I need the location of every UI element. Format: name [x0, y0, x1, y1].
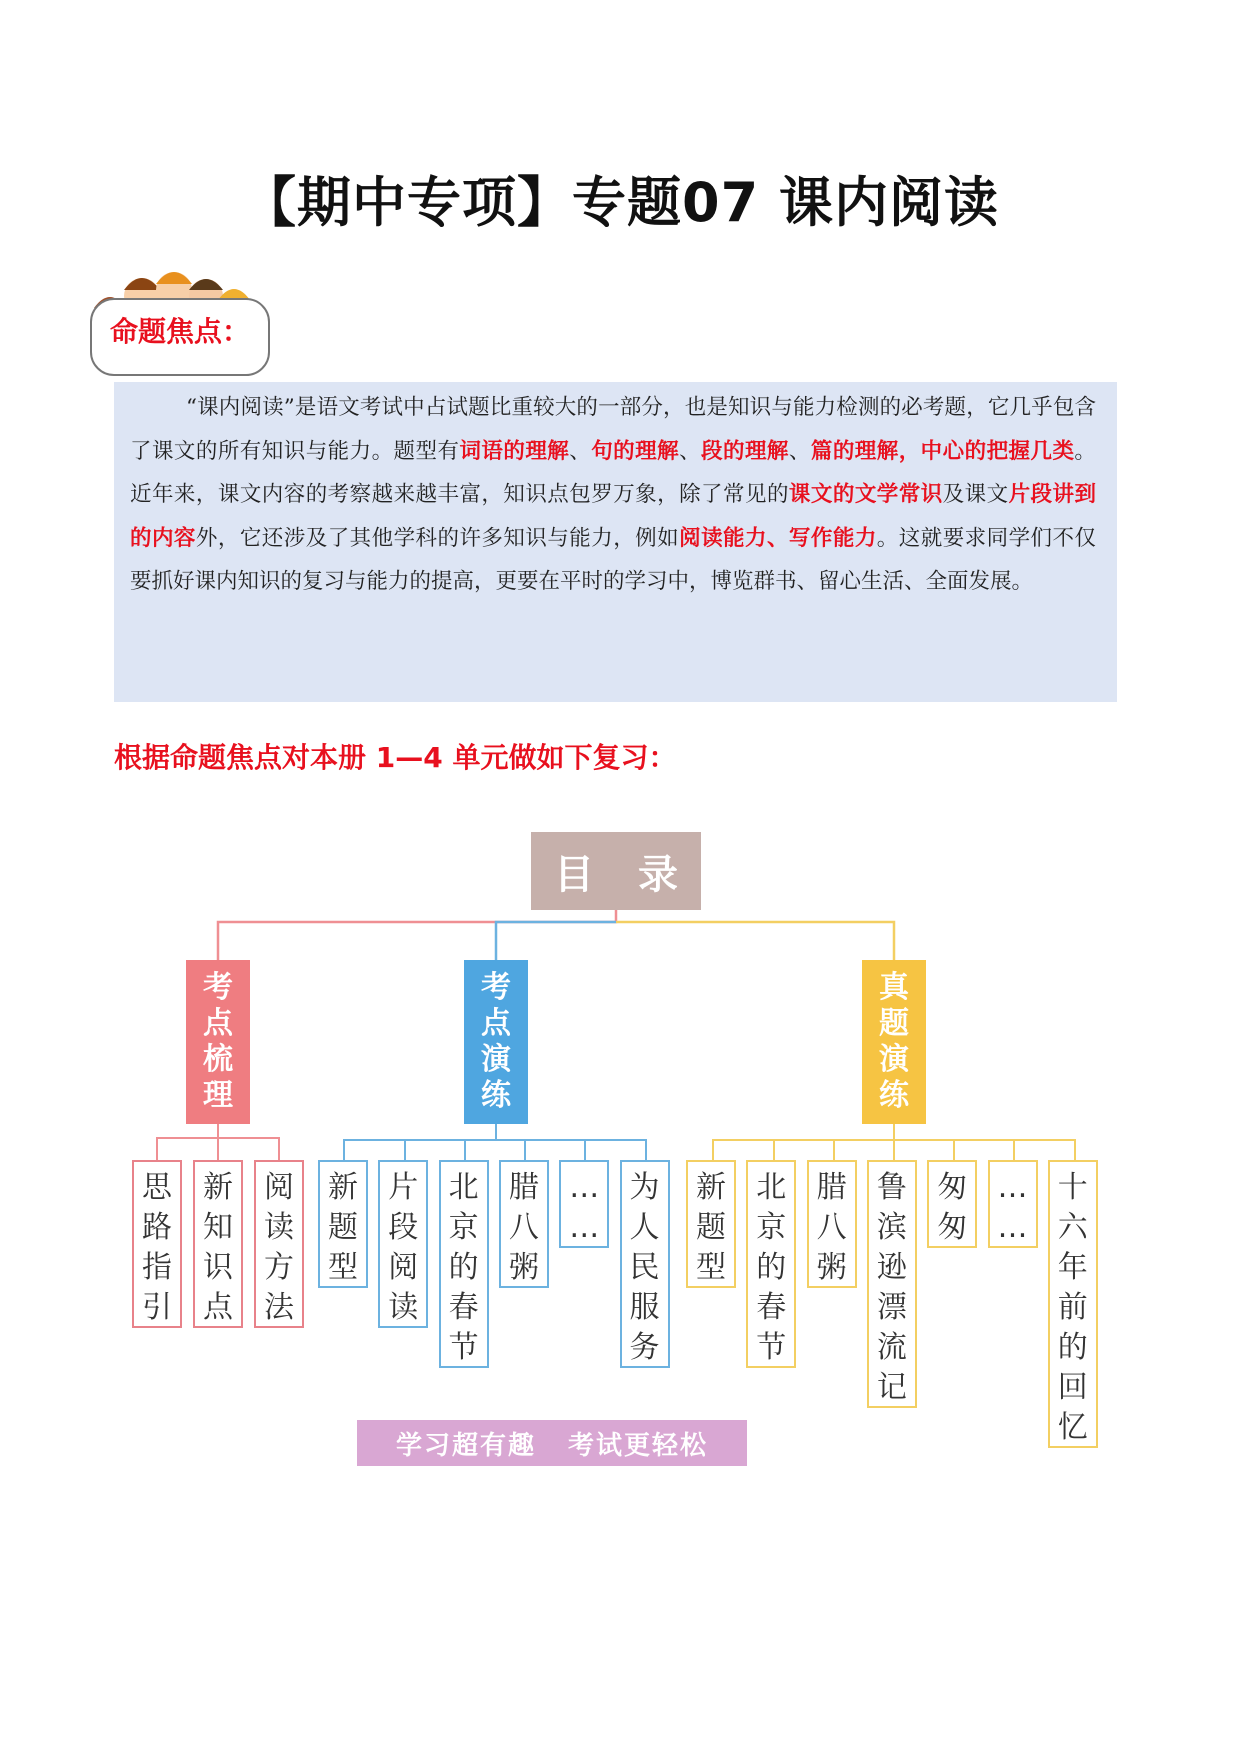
leaf-char: 北 [756, 1170, 787, 1205]
branch-kaodian-yanlian [464, 960, 528, 1124]
leaf-char: 型 [696, 1250, 726, 1285]
tree-leaf [559, 1160, 609, 1248]
branch-char: 演 [879, 1042, 909, 1077]
leaf-char: 的 [448, 1250, 479, 1285]
branch-char: 题 [879, 1006, 909, 1041]
leaf-char: 识 [203, 1250, 233, 1285]
leaf-char: 年 [1057, 1250, 1088, 1285]
leaf-char: 漂 [876, 1290, 907, 1325]
leaf-char: 京 [756, 1210, 787, 1245]
leaf-char: 题 [328, 1210, 358, 1245]
branch-char: 真 [879, 970, 909, 1005]
tree-leaf [927, 1160, 977, 1248]
tree-leaf [746, 1160, 796, 1368]
slogan-part: 考试更轻松 [568, 1430, 709, 1461]
leaf-char: 法 [264, 1290, 294, 1325]
tree-root [531, 832, 701, 910]
tree-leaf [193, 1160, 243, 1328]
leaf-char: 八 [508, 1210, 539, 1245]
slogan-banner [357, 1420, 747, 1466]
slogan-part: 学习超有趣 [395, 1430, 536, 1461]
leaf-char: 方 [264, 1250, 294, 1285]
leaf-char: 粥 [816, 1250, 847, 1285]
leaf-char: 读 [264, 1210, 294, 1245]
leaf-char: 知 [203, 1210, 233, 1245]
leaf-char: 片 [388, 1170, 419, 1205]
branch-char: 练 [879, 1078, 909, 1113]
tree-leaf [439, 1160, 489, 1368]
leaf-char: 思 [142, 1170, 172, 1205]
tree-leaf [1048, 1160, 1098, 1448]
tree-leaf [378, 1160, 428, 1328]
branch-char: 考 [481, 970, 511, 1005]
branch-char: 演 [481, 1042, 511, 1077]
leaf-char: 指 [142, 1250, 172, 1285]
branch-char: 梳 [203, 1042, 233, 1077]
leaf-char: … [569, 1210, 600, 1245]
leaf-char: 粥 [508, 1250, 539, 1285]
branch-char: 考 [203, 970, 233, 1005]
leaf-char: 逊 [876, 1250, 907, 1285]
leaf-char: 六 [1057, 1210, 1088, 1245]
leaf-char: 匆 [937, 1170, 968, 1205]
leaf-char: 十 [1057, 1170, 1088, 1205]
leaf-char: 为 [629, 1170, 660, 1205]
leaf-char: 前 [1057, 1290, 1088, 1325]
branch-zhenti-yanlian [862, 960, 926, 1124]
leaf-char: 滨 [876, 1210, 907, 1245]
tree-leaf [867, 1160, 917, 1408]
leaf-char: 腊 [816, 1170, 847, 1205]
leaf-char: 阅 [388, 1250, 419, 1285]
leaf-char: 流 [876, 1330, 907, 1365]
branch-char: 练 [481, 1078, 511, 1113]
tree-leaf [132, 1160, 182, 1328]
leaf-char: 回 [1057, 1370, 1088, 1405]
focus-label: 命题焦点： [110, 315, 251, 348]
leaf-char: 民 [629, 1250, 660, 1285]
leaf-char: 引 [142, 1290, 172, 1325]
leaf-char: 读 [388, 1290, 419, 1325]
leaf-char: 记 [876, 1370, 907, 1405]
leaf-char: 北 [448, 1170, 479, 1205]
leaf-char: 型 [328, 1250, 358, 1285]
leaf-char: 忆 [1057, 1410, 1088, 1445]
tree-leaf [620, 1160, 670, 1368]
leaf-char: 京 [448, 1210, 479, 1245]
leaf-char: 鲁 [876, 1170, 907, 1205]
branch-kaodian-shuli [186, 960, 250, 1124]
leaf-char: … [997, 1210, 1028, 1245]
leaf-char: 春 [448, 1290, 479, 1325]
leaf-char: 的 [1057, 1330, 1088, 1365]
root-char: 目 [554, 851, 594, 898]
leaf-char: 路 [142, 1210, 172, 1245]
leaf-char: 服 [629, 1290, 660, 1325]
tree-leaf [807, 1160, 857, 1288]
page-title: 【期中专项】专题07 课内阅读 [242, 171, 999, 234]
leaf-char: 春 [756, 1290, 787, 1325]
review-heading: 根据命题焦点对本册 1—4 单元做如下复习： [114, 741, 677, 774]
branch-char: 理 [203, 1078, 233, 1113]
leaf-char: 务 [629, 1330, 660, 1365]
leaf-char: 新 [328, 1170, 358, 1205]
branch-char: 点 [203, 1006, 233, 1041]
leaf-char: … [569, 1170, 600, 1205]
leaf-char: 新 [696, 1170, 726, 1205]
leaf-char: 人 [629, 1210, 660, 1245]
root-char: 录 [638, 851, 678, 898]
tree-leaf [318, 1160, 368, 1288]
tree-leaf [686, 1160, 736, 1288]
leaf-char: 节 [448, 1330, 479, 1365]
leaf-char: … [997, 1170, 1028, 1205]
branch-char: 点 [481, 1006, 511, 1041]
leaf-char: 匆 [937, 1210, 968, 1245]
leaf-char: 的 [756, 1250, 787, 1285]
intro-paragraph: “课内阅读”是语文考试中占试题比重较大的一部分，也是知识与能力检测的必考题，它几乎包含了课文的所有知识与能力。题型有词语的理解、句的理解、段的理解、篇的理解，中心的把握几类。近年来，课文内容的考察越来越丰富，知识点包罗万象，除了常见的课文的文学常识及课文片段讲到的内容外，它还涉及了其他学科的许多知识与能力，例如阅读能力、写作能力。这就要求同学们不仅要抓好课内知识的复习与能力的提高，更要在平时的学习中，博览群书、留心生活、全面发展。 [130, 395, 1096, 594]
tree-leaf [254, 1160, 304, 1328]
leaf-char: 段 [388, 1210, 419, 1245]
leaf-char: 腊 [508, 1170, 539, 1205]
leaf-char: 八 [816, 1210, 847, 1245]
leaf-char: 节 [756, 1330, 787, 1365]
leaf-char: 阅 [264, 1170, 294, 1205]
leaf-char: 新 [203, 1170, 233, 1205]
tree-leaf [988, 1160, 1038, 1248]
tree-leaf [499, 1160, 549, 1288]
leaf-char: 题 [696, 1210, 726, 1245]
leaf-char: 点 [203, 1290, 233, 1325]
